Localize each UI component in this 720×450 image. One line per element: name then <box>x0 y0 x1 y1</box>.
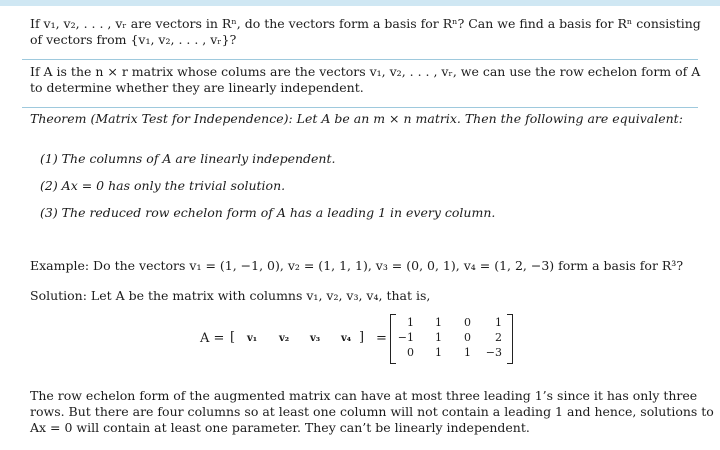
matrix-cell: 1 <box>435 331 442 344</box>
conclusion-line-1: The row echelon form of the augmented matrix can have at most three leading 1’s since it has only three <box>30 388 698 403</box>
matrix-cell: 1 <box>435 316 442 329</box>
column-vector-open-bracket: [ <box>230 330 236 345</box>
matrix-cell: 0 <box>464 331 471 344</box>
matrix-cell: 1 <box>407 316 414 329</box>
matrix-cell: 0 <box>464 316 471 329</box>
conclusion-line-3: Ax = 0 will contain at least one parameter. They can’t be linearly independent. <box>30 420 530 435</box>
intro-question-line-2: of vectors from {v₁, v₂, . . . , vᵣ}? <box>30 32 237 47</box>
column-v2: v₂ <box>279 333 290 344</box>
matrix-equation <box>200 314 530 364</box>
theorem-item-3: (3) The reduced row echelon form of A has a leading 1 in every column. <box>40 205 496 220</box>
column-vector-close-bracket: ] <box>359 330 365 345</box>
matrix-cell: 2 <box>495 331 502 344</box>
column-v4: v₄ <box>341 333 352 344</box>
example-statement: Example: Do the vectors v₁ = (1, −1, 0), v₂ = (1, 1, 1), v₃ = (0, 0, 1), v₄ = (1, 2, −3) form a basis for R³? <box>30 258 684 273</box>
matrix-cell: −1 <box>397 331 414 344</box>
matrix-right-bracket <box>507 314 513 364</box>
matrix-label: A = <box>200 331 225 346</box>
section-divider <box>22 107 698 108</box>
column-v3: v₃ <box>310 333 321 344</box>
matrix-description-line-1: If A is the n × r matrix whose colums are the vectors v₁, v₂, . . . , vᵣ, we can use the row echelon form of A <box>30 64 701 79</box>
matrix-cell: 1 <box>495 316 502 329</box>
intro-question-line-1: If v₁, v₂, . . . , vᵣ are vectors in Rⁿ, do the vectors form a basis for Rⁿ? Can we find a basis for Rⁿ consisting <box>30 16 701 31</box>
section-divider <box>22 59 698 60</box>
theorem-item-1: (1) The columns of A are linearly independent. <box>40 151 336 166</box>
matrix-cell: 1 <box>464 346 471 359</box>
matrix-cell: 0 <box>407 346 414 359</box>
matrix-description-line-2: to determine whether they are linearly independent. <box>30 80 364 95</box>
solution-statement: Solution: Let A be the matrix with columns v₁, v₂, v₃, v₄, that is, <box>30 288 431 303</box>
conclusion-line-2: rows. But there are four columns so at least one column will not contain a leading 1 and hence, solutions to <box>30 404 714 419</box>
matrix-cell: 1 <box>435 346 442 359</box>
matrix-equals-sign: = <box>376 331 387 346</box>
top-accent-bar <box>0 0 720 6</box>
matrix-cell: −3 <box>485 346 502 359</box>
column-v1: v₁ <box>247 333 258 344</box>
theorem-statement: Theorem (Matrix Test for Independence): Let A be an m × n matrix. Then the following are equivalent: <box>30 111 683 126</box>
theorem-item-2: (2) Ax = 0 has only the trivial solution. <box>40 178 286 193</box>
